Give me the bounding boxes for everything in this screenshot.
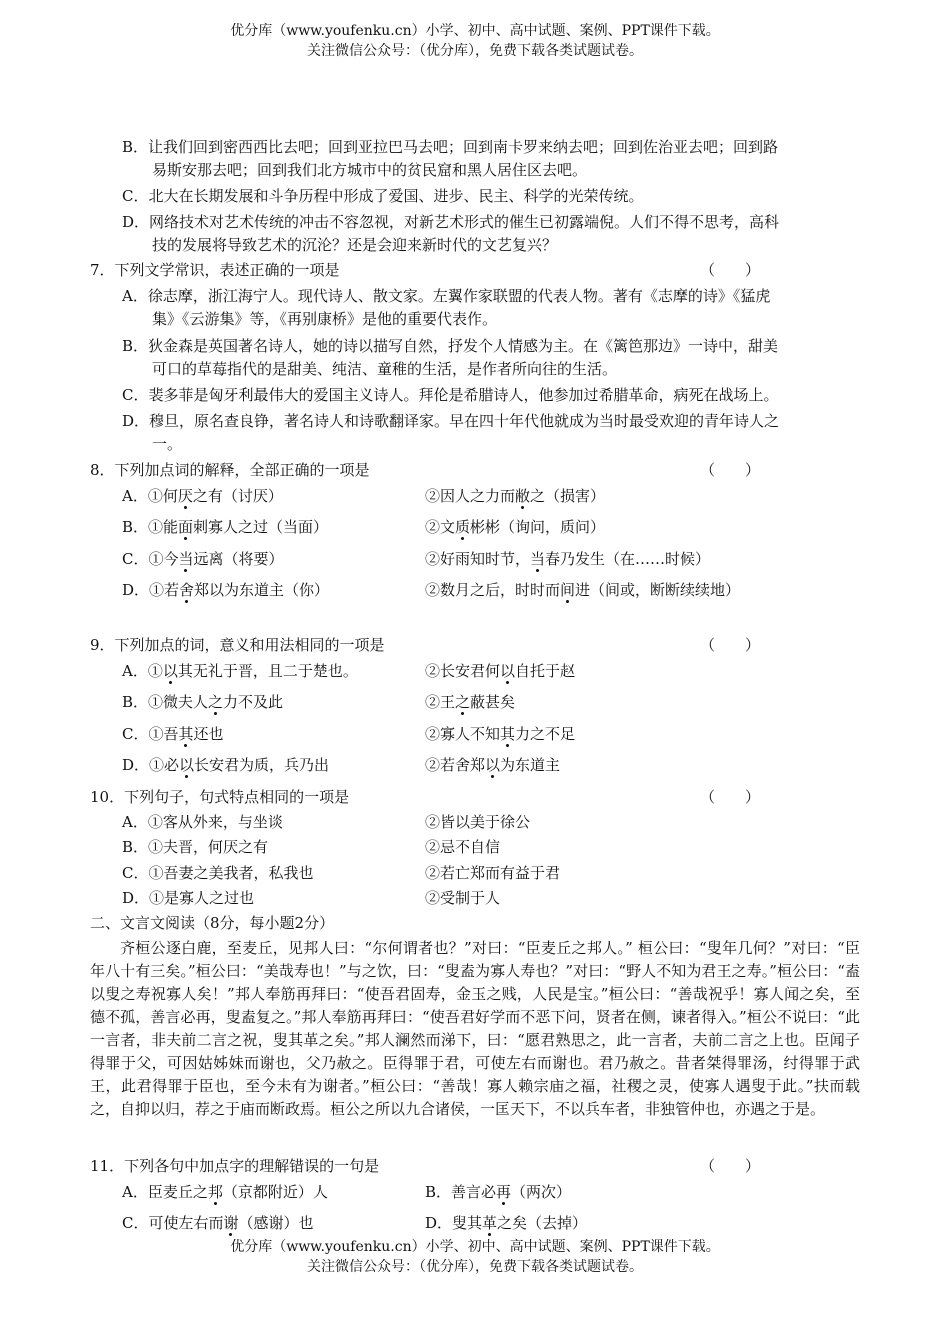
q6-option-c: C．北大在长期发展和斗争历程中形成了爱国、进步、民主、科学的光荣传统。 xyxy=(122,187,644,205)
q6-option-d-line1: D．网络技术对艺术传统的冲击不容忽视，对新艺术形式的催生已初露端倪。人们不得不思考，高科 xyxy=(122,213,780,231)
q9-option-b-2: ②王之蔽甚矣 xyxy=(425,693,516,711)
emphasis-dot-char: 再 xyxy=(496,1183,512,1201)
q10-option-a-1: A．①客从外来，与坐谈 xyxy=(122,813,283,831)
q11-stem: 11．下列各句中加点字的理解错误的一句是 xyxy=(90,1157,380,1175)
q9-answer-paren: （ ） xyxy=(700,636,761,654)
emphasis-dot-char: 以 xyxy=(179,756,195,774)
emphasis-dot-char: 厌 xyxy=(177,487,193,505)
q10-answer-paren: （ ） xyxy=(700,788,761,806)
q8-option-d-2: ②数月之后，时时而间进（间或，断断续续地） xyxy=(425,581,741,599)
emphasis-dot-char: 敝 xyxy=(515,487,531,505)
q6-option-d-line2: 技的发展将导致艺术的沉沦？还是会迎来新时代的文艺复兴？ xyxy=(152,236,558,254)
q8-option-d-1: D．①若舍郑以为东道主（你） xyxy=(122,581,330,599)
emphasis-dot-char: 间 xyxy=(560,581,576,599)
header-line-2: 关注微信公众号：（优分库），免费下载各类试题试卷。 xyxy=(307,43,643,59)
q9-option-c-1: C．①吾其还也 xyxy=(122,725,224,743)
q9-option-c-2: ②寡人不知其力之不足 xyxy=(425,725,576,743)
q7-option-a-line1: A．徐志摩，浙江海宁人。现代诗人、散文家。左翼作家联盟的代表人物。著有《志摩的诗》《猛虎 xyxy=(122,287,771,305)
emphasis-dot-char: 之 xyxy=(208,693,224,711)
emphasis-dot-char: 革 xyxy=(482,1214,498,1232)
emphasis-dot-char: 舍 xyxy=(179,581,195,599)
q10-option-d-2: ②受制于人 xyxy=(425,889,501,907)
q9-option-a-2: ②长安君何以自托于赵 xyxy=(425,662,576,680)
q10-stem: 10．下列句子，句式特点相同的一项是 xyxy=(90,788,350,806)
q10-option-b-1: B．①夫晋，何厌之有 xyxy=(122,838,269,856)
footer-line-2: 关注微信公众号：（优分库），免费下载各类试题试卷。 xyxy=(307,1259,643,1275)
q8-option-b-1: B．①能面刺寡人之过（当面） xyxy=(122,518,329,536)
header-line-1: 优分库（www.youfenku.cn）小学、初中、高中试题、案例、PPT课件下载。 xyxy=(230,23,720,39)
q10-option-a-2: ②皆以美于徐公 xyxy=(425,813,531,831)
q7-option-d-line1: D．穆旦，原名查良铮，著名诗人和诗歌翻译家。早在四十年代他就成为当时最受欢迎的青年诗人之 xyxy=(122,412,780,430)
section-2-title: 二、文言文阅读（8分，每小题2分） xyxy=(90,914,335,932)
q7-option-b-line2: 可口的草莓指代的是甜美、纯洁、童稚的生活，是作者所向往的生活。 xyxy=(152,360,618,378)
emphasis-dot-char: 其 xyxy=(500,725,516,743)
emphasis-dot-char: 当 xyxy=(178,550,194,568)
q8-option-a-1: A．①何厌之有（讨厌） xyxy=(122,487,283,505)
q8-option-b-2: ②文质彬彬（询问，质问） xyxy=(425,518,606,536)
emphasis-dot-char: 谢 xyxy=(223,1214,239,1232)
q7-option-d-line2: 一。 xyxy=(152,435,183,453)
q8-option-a-2: ②因人之力而敝之（损害） xyxy=(425,487,606,505)
q10-option-c-2: ②若亡郑而有益于君 xyxy=(425,864,561,882)
q7-answer-paren: （ ） xyxy=(700,261,761,279)
q10-option-b-2: ②忌不自信 xyxy=(425,838,501,856)
classical-passage: 齐桓公逐白鹿，至麦丘，见邦人曰：“尔何谓者也？”对曰：“臣麦丘之邦人。” 桓公曰：“叟年几何？”对曰：“臣年八十有三矣。”桓公曰：“美哉寿也！”与之饮，曰：“叟盍为寡人寿也？”对曰：“野人不知为君王之寿。”桓公曰：“盍以叟之寿祝寡人矣！”邦人奉筋再拜曰：“使吾君固寿，金玉之贱，人民是宝。”桓公曰：“善哉祝乎！寡人闻之矣，至德不孤，善言必再，叟盍复之。”邦人奉筋再拜曰：“使吾君好学而不恶下问，贤者在侧，谏者得入。”桓公不说曰：“此一言者，非夫前二言之祝，叟其革之矣。”邦人澜然而涕下，曰：“愿君熟思之，此一言者，夫前二言之上也。臣闻子得罪于父，可因姑姊妹而谢也，父乃赦之。臣得罪于君，可使左右而谢也。君乃赦之。昔者桀得罪汤，纣得罪于武王，此君得罪于臣也，至今未有为谢者。”桓公曰：“善哉！寡人赖宗庙之福，社稷之灵，使寡人遇叟于此。”扶而载之，自抑以归，荐之于庙而断政焉。桓公之所以九合诸侯，一匡天下，不以兵车者，非独管仲也，亦遇之于是。 xyxy=(90,939,860,1118)
q9-option-a-1: A．①以其无礼于晋，且二于楚也。 xyxy=(122,662,358,680)
emphasis-dot-char: 其 xyxy=(178,725,194,743)
emphasis-dot-char: 之 xyxy=(455,693,471,711)
q9-option-b-1: B．①微夫人之力不及此 xyxy=(122,693,284,711)
q11-option-c: C．可使左右而谢（感谢）也 xyxy=(122,1214,314,1232)
emphasis-dot-char: 以 xyxy=(500,662,516,680)
q8-option-c-2: ②好雨知时节，当春乃发生（在……时候） xyxy=(425,550,711,568)
q7-option-a-line2: 集》《云游集》等，《再别康桥》是他的重要代表作。 xyxy=(152,310,498,328)
emphasis-dot-char: 面 xyxy=(178,518,194,536)
q7-option-b-line1: B．狄金森是英国著名诗人，她的诗以描写自然，抒发个人情感为主。在《篱笆那边》一诗中，甜美 xyxy=(122,337,779,355)
q10-option-c-1: C．①吾妻之美我者，私我也 xyxy=(122,864,314,882)
q8-option-c-1: C．①今当远离（将要） xyxy=(122,550,284,568)
q8-answer-paren: （ ） xyxy=(700,461,761,479)
q11-answer-paren: （ ） xyxy=(700,1157,761,1175)
emphasis-dot-char: 质 xyxy=(455,518,471,536)
q9-stem: 9．下列加点的词，意义和用法相同的一项是 xyxy=(90,636,385,654)
emphasis-dot-char: 邦 xyxy=(207,1183,223,1201)
q9-option-d-1: D．①必以长安君为质，兵乃出 xyxy=(122,756,330,774)
q7-stem: 7．下列文学常识，表述正确的一项是 xyxy=(90,261,340,279)
footer-line-1: 优分库（www.youfenku.cn）小学、初中、高中试题、案例、PPT课件下载。 xyxy=(230,1239,720,1255)
emphasis-dot-char: 当 xyxy=(530,550,546,568)
emphasis-dot-char: 以 xyxy=(485,756,501,774)
q10-option-d-1: D．①是寡人之过也 xyxy=(122,889,255,907)
q11-option-a: A．臣麦丘之邦（京都附近）人 xyxy=(122,1183,328,1201)
q6-option-b-line2: 易斯安那去吧；回到我们北方城市中的贫民窟和黑人居住区去吧。 xyxy=(152,161,588,179)
q6-option-b-line1: B．让我们回到密西西比去吧；回到亚拉巴马去吧；回到南卡罗来纳去吧；回到佐治亚去吧；回到路 xyxy=(122,138,779,156)
q9-option-d-2: ②若舍郑以为东道主 xyxy=(425,756,561,774)
q7-option-c: C．裴多菲是匈牙利最伟大的爱国主义诗人。拜伦是希腊诗人，他参加过希腊革命，病死在战场上。 xyxy=(122,386,779,404)
emphasis-dot-char: 以 xyxy=(162,662,178,680)
q11-option-b: B．善言必再（两次） xyxy=(425,1183,572,1201)
q8-stem: 8．下列加点词的解释，全部正确的一项是 xyxy=(90,461,370,479)
q11-option-d: D．叟其革之矣（去掉） xyxy=(425,1214,588,1232)
